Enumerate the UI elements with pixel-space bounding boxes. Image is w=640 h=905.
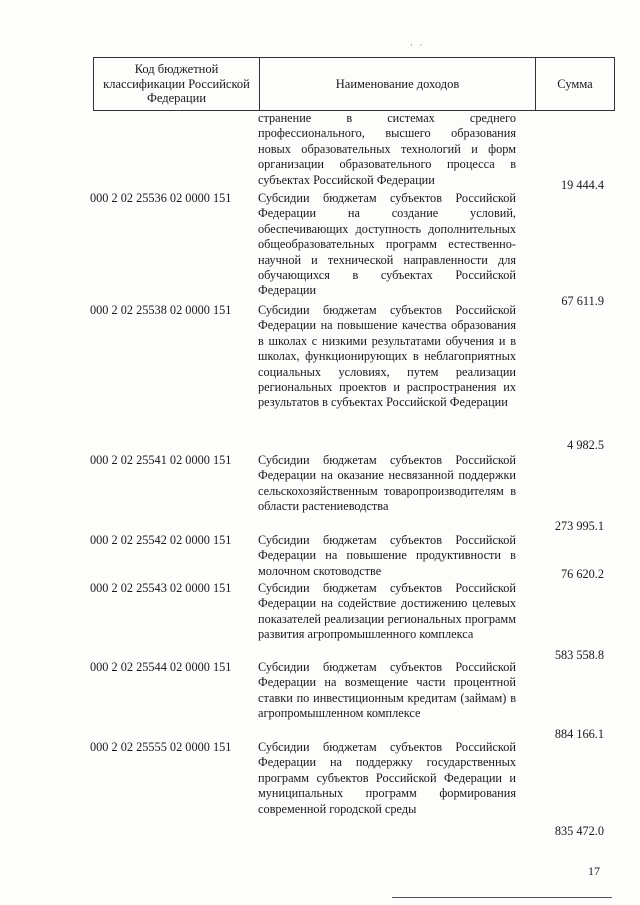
row-sum: 884 166.1 (554, 727, 604, 741)
row-name: Субсидии бюджетам субъектов Российской Федерации на содействие достижению целевых показателей реализации региональных программ развития агропромышленного комплекса (258, 581, 516, 642)
row-code: 000 2 02 25543 02 0000 151 (90, 581, 232, 595)
footer-rule (392, 897, 612, 898)
row-sum: 835 472.0 (554, 824, 604, 838)
row-sum: 67 611.9 (561, 294, 604, 308)
scan-marks: · · (410, 40, 425, 50)
table-header (93, 57, 615, 111)
row-code: 000 2 02 25538 02 0000 151 (90, 303, 232, 317)
continued-description: странение в системах среднего профессионального, высшего образования новых образовательных технологий и форм организации образовательного процесса в субъектах Российской Федерации (258, 111, 516, 187)
row-code: 000 2 02 25544 02 0000 151 (90, 660, 232, 674)
row-name: Субсидии бюджетам субъектов Российской Федерации на повышение качества образования в школах с низкими результатами обучения и в школах, функционирующих в неблагоприятных социальных условиях, путем реализации региональных проектов и распространения их результатов в субъектах Российской Федерации (258, 303, 516, 410)
row-sum: 273 995.1 (554, 519, 604, 533)
row-code: 000 2 02 25541 02 0000 151 (90, 453, 232, 467)
header-sum-column: Сумма (557, 76, 593, 91)
row-code: 000 2 02 25542 02 0000 151 (90, 533, 232, 547)
row-name: Субсидии бюджетам субъектов Российской Федерации на создание условий, обеспечивающих доступность дополнительных общеобразовательных программ естественно-научной и технической направленности для обучающихся в субъектах Российской Федерации (258, 191, 516, 298)
header-code-column: Код бюджетной классификации Российской Федерации (94, 58, 260, 110)
header-name-column: Наименование доходов (260, 58, 536, 110)
page-number: 17 (588, 864, 600, 878)
row-name: Субсидии бюджетам субъектов Российской Федерации на поддержку государственных программ субъектов Российской Федерации и муниципальных программ формирования современной городской среды (258, 740, 516, 816)
row-code: 000 2 02 25536 02 0000 151 (90, 191, 232, 205)
row-sum: 4 982.5 (567, 438, 604, 452)
row-code: 000 2 02 25555 02 0000 151 (90, 740, 232, 754)
row-name: Субсидии бюджетам субъектов Российской Федерации на повышение продуктивности в молочном скотоводстве (258, 533, 516, 578)
row-name: Субсидии бюджетам субъектов Российской Федерации на возмещение части процентной ставки по инвестиционным кредитам (займам) в агропромышленном комплексе (258, 660, 516, 721)
row-name: Субсидии бюджетам субъектов Российской Федерации на оказание несвязанной поддержки сельскохозяйственным товаропроизводителям в области растениеводства (258, 453, 516, 514)
row-sum: 19 444.4 (560, 178, 604, 192)
row-sum: 583 558.8 (554, 648, 604, 662)
row-sum: 76 620.2 (560, 567, 604, 581)
